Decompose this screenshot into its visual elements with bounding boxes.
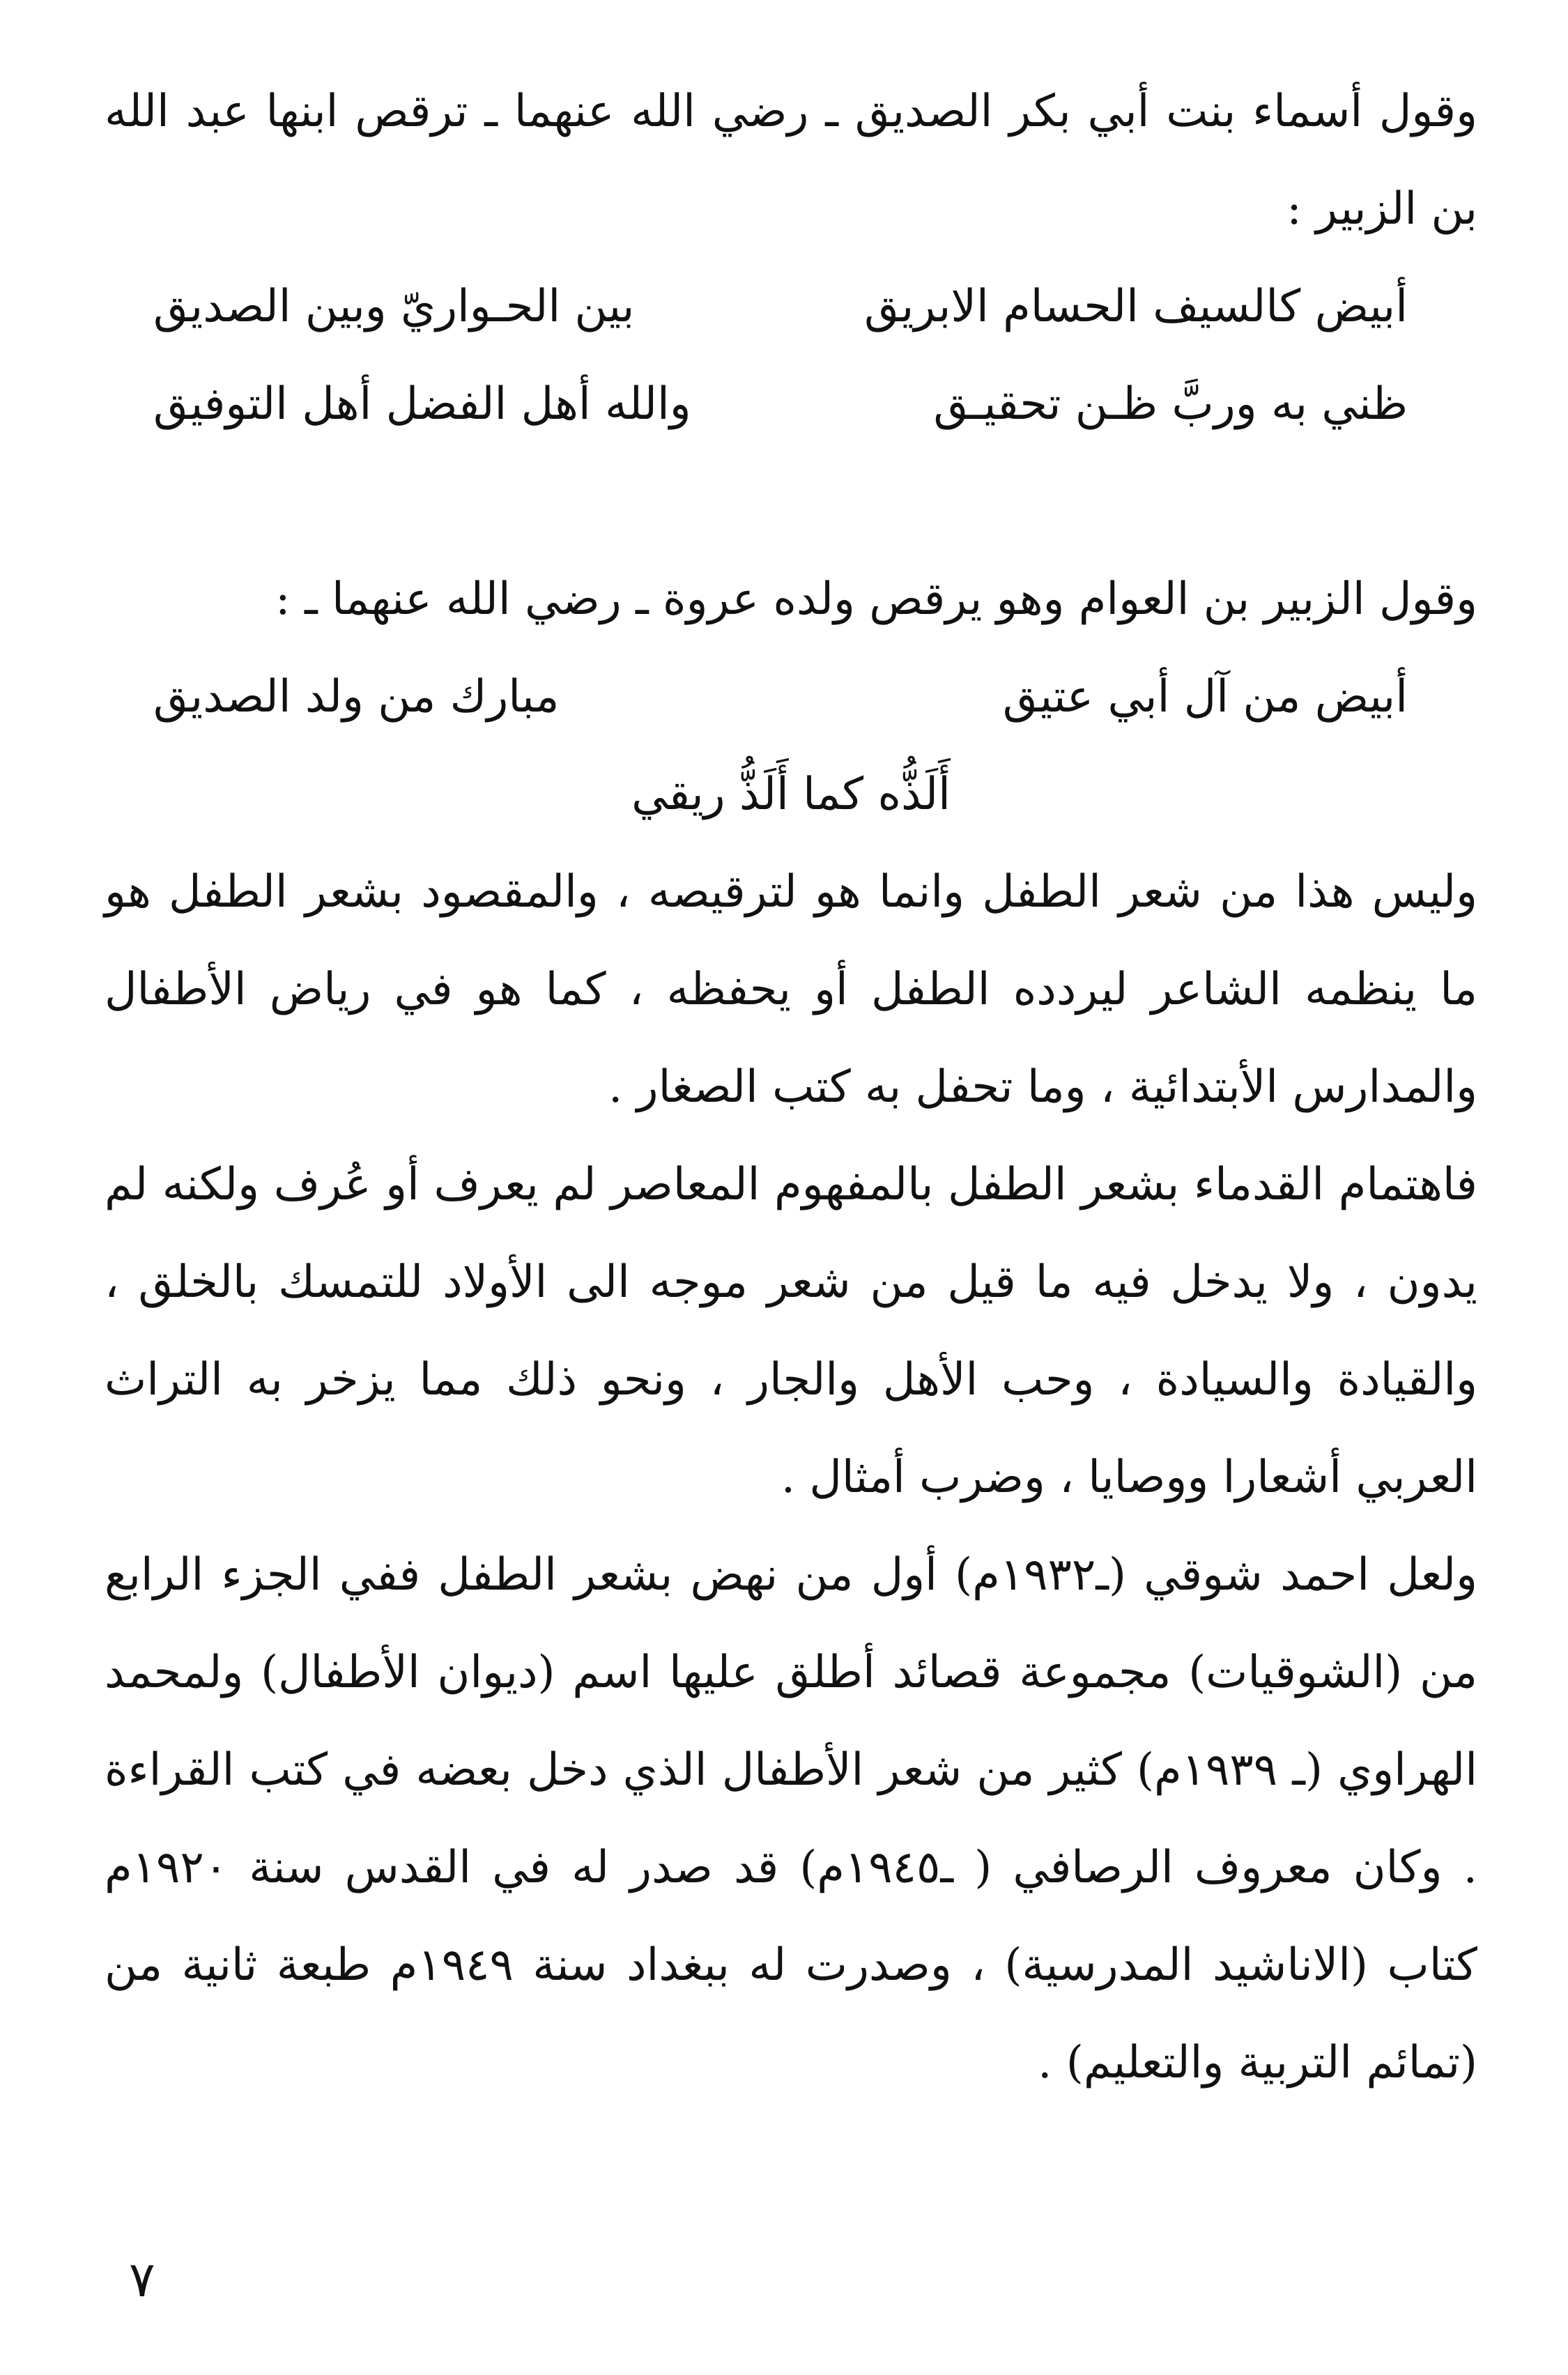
poem1-line1-second-hemistich: بين الحـواريّ وبين الصديق	[153, 281, 635, 332]
poem1-line1	[105, 258, 1477, 355]
poem1-line2-first-hemistich: ظني به وربَّ ظـن تحقيـق	[933, 378, 1408, 430]
paragraph-child-poetry-definition: وليس هذا من شعر الطفل وانما هو لترقيصه ، والمقصود بشعر الطفل هو ما ينظمه الشاعر ليردده الطفل أو يحفظه ، كما هو في رياض الأطفال والمدارس الأبتدائية ، وما تحفل به كتب الصغار .	[105, 866, 1477, 1113]
poem2-line1-first-hemistich: أبيض من آل أبي عتيق	[1002, 671, 1408, 723]
poem1-line1-first-hemistich: أبيض كالسيف الحسام الابريق	[864, 281, 1408, 332]
poem2-line1	[105, 648, 1477, 746]
paragraph-ancient-interest: فاهتمام القدماء بشعر الطفل بالمفهوم المعاصر لم يعرف أو عُرف ولكنه لم يدون ، ولا يدخل فيه ما قيل من شعر موجه الى الأولاد للتمسك بالخلق ، والقيادة والسيادة ، وحب الأهل والجار ، ونحو ذلك مما يزخر به التراث العربي أشعارا ووصايا ، وضرب أمثال .	[105, 1159, 1477, 1503]
poem1-line2	[105, 355, 1477, 453]
poem2-line1-second-hemistich: مبارك من ولد الصديق	[153, 671, 560, 723]
paragraph-zubair-quote-intro: وقول الزبير بن العوام وهو يرقص ولده عروة ـ رضي الله عنهما ـ :	[275, 574, 1477, 625]
section-gap	[105, 453, 1477, 551]
poem1-line2-second-hemistich: والله أهل الفضل أهل التوفيق	[153, 378, 691, 430]
poem2-line2: أَلَذُّه كما أَلَذُّ ريقي	[631, 769, 951, 820]
page-number: ٧	[129, 2251, 155, 2308]
paragraph-asma-quote-intro: وقول أسماء بنت أبي بكر الصديق ـ رضي الله عنهما ـ ترقص ابنها عبد الله بن الزبير :	[105, 86, 1477, 235]
paragraph-modern-pioneers: ولعل احمد شوقي (ـ١٩٣٢م) أول من نهض بشعر الطفل ففي الجزء الرابع من (الشوقيات) مجموعة قصائد أطلق عليها اسم (ديوان الأطفال) ولمحمد الهراوي (ـ ١٩٣٩م) كثير من شعر الأطفال الذي دخل بعضه في كتب القراءة . وكان معروف الرصافي ( ـ١٩٤٥م) قد صدر له في القدس سنة ١٩٢٠م كتاب (الاناشيد المدرسية) ، وصدرت له ببغداد سنة ١٩٤٩م طبعة ثانية من (تمائم التربية والتعليم) .	[105, 1549, 1478, 2089]
page-body	[105, 63, 1477, 2112]
